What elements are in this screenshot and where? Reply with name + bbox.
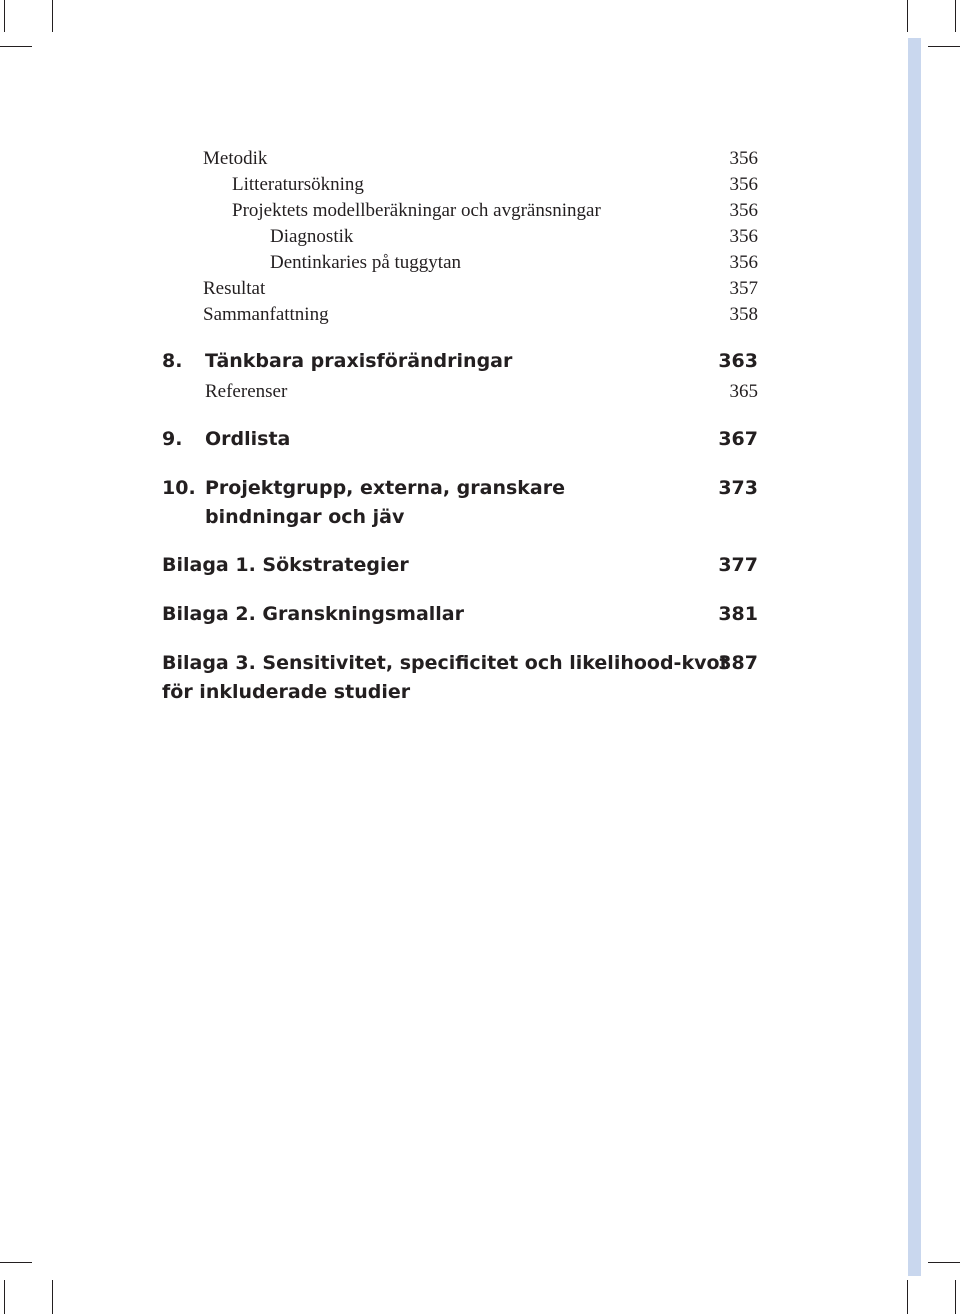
toc-entry-page: 356 [729, 174, 758, 195]
crop-mark [0, 46, 32, 47]
toc-entry-page: 356 [729, 148, 758, 169]
crop-mark [928, 1262, 960, 1263]
toc-appendix-title: Bilaga 2. Granskningsmallar [162, 603, 464, 625]
toc-entry-label: Referenser [205, 381, 288, 402]
toc-chapter-title: Projektgrupp, externa, granskare [205, 477, 565, 499]
crop-mark [955, 1280, 956, 1314]
toc-entry-page: 356 [729, 226, 758, 247]
toc-chapter-10 [0, 477, 960, 507]
toc-entry-page: 356 [729, 252, 758, 273]
toc-entry-page: 358 [729, 304, 758, 325]
toc-chapter-number: 10. [162, 477, 196, 499]
toc-appendix-title-line2: för inkluderade studier [162, 681, 411, 703]
toc-entry-sammanfattning [0, 304, 960, 334]
crop-mark [52, 0, 53, 32]
toc-chapter-title: Ordlista [205, 428, 291, 450]
crop-mark [928, 46, 960, 47]
toc-chapter-8 [0, 350, 960, 380]
crop-mark [0, 1262, 32, 1263]
toc-entry-page: 357 [729, 278, 758, 299]
toc-appendix-1 [0, 554, 960, 584]
crop-mark [955, 0, 956, 32]
toc-chapter-9 [0, 428, 960, 458]
toc-entry-page: 381 [718, 603, 758, 625]
toc-appendix-3 [0, 652, 960, 682]
crop-mark [907, 1280, 908, 1314]
toc-entry-label: Sammanfattning [203, 304, 329, 325]
crop-mark [4, 1280, 5, 1314]
toc-appendix-3-continued [0, 681, 960, 711]
toc-entry-label: Dentinkaries på tuggytan [270, 252, 462, 273]
toc-chapter-title-line2: bindningar och jäv [205, 506, 405, 528]
toc-chapter-title: Tänkbara praxisförändringar [205, 350, 513, 372]
toc-chapter-number: 9. [162, 428, 183, 450]
toc-entry-label: Resultat [203, 278, 266, 299]
crop-mark [907, 0, 908, 32]
toc-appendix-title: Bilaga 1. Sökstrategier [162, 554, 409, 576]
crop-mark [52, 1280, 53, 1314]
toc-entry-label: Diagnostik [270, 226, 354, 247]
toc-entry-page: 387 [718, 652, 758, 674]
toc-appendix-title: Bilaga 3. Sensitivitet, specificitet och likelihood-kvot [162, 652, 729, 674]
toc-entry-page: 356 [729, 200, 758, 221]
toc-entry-referenser [0, 381, 960, 411]
toc-appendix-2 [0, 603, 960, 633]
toc-entry-page: 367 [718, 428, 758, 450]
toc-chapter-number: 8. [162, 350, 183, 372]
toc-entry-label: Metodik [203, 148, 268, 169]
toc-entry-page: 363 [718, 350, 758, 372]
toc-entry-page: 377 [718, 554, 758, 576]
toc-entry-page: 373 [718, 477, 758, 499]
toc-entry-label: Projektets modellberäkningar och avgränsningar [232, 200, 601, 221]
toc-entry-label: Litteratursökning [232, 174, 364, 195]
toc-entry-page: 365 [729, 381, 758, 402]
crop-mark [4, 0, 5, 32]
toc-chapter-10-continued [0, 506, 960, 536]
